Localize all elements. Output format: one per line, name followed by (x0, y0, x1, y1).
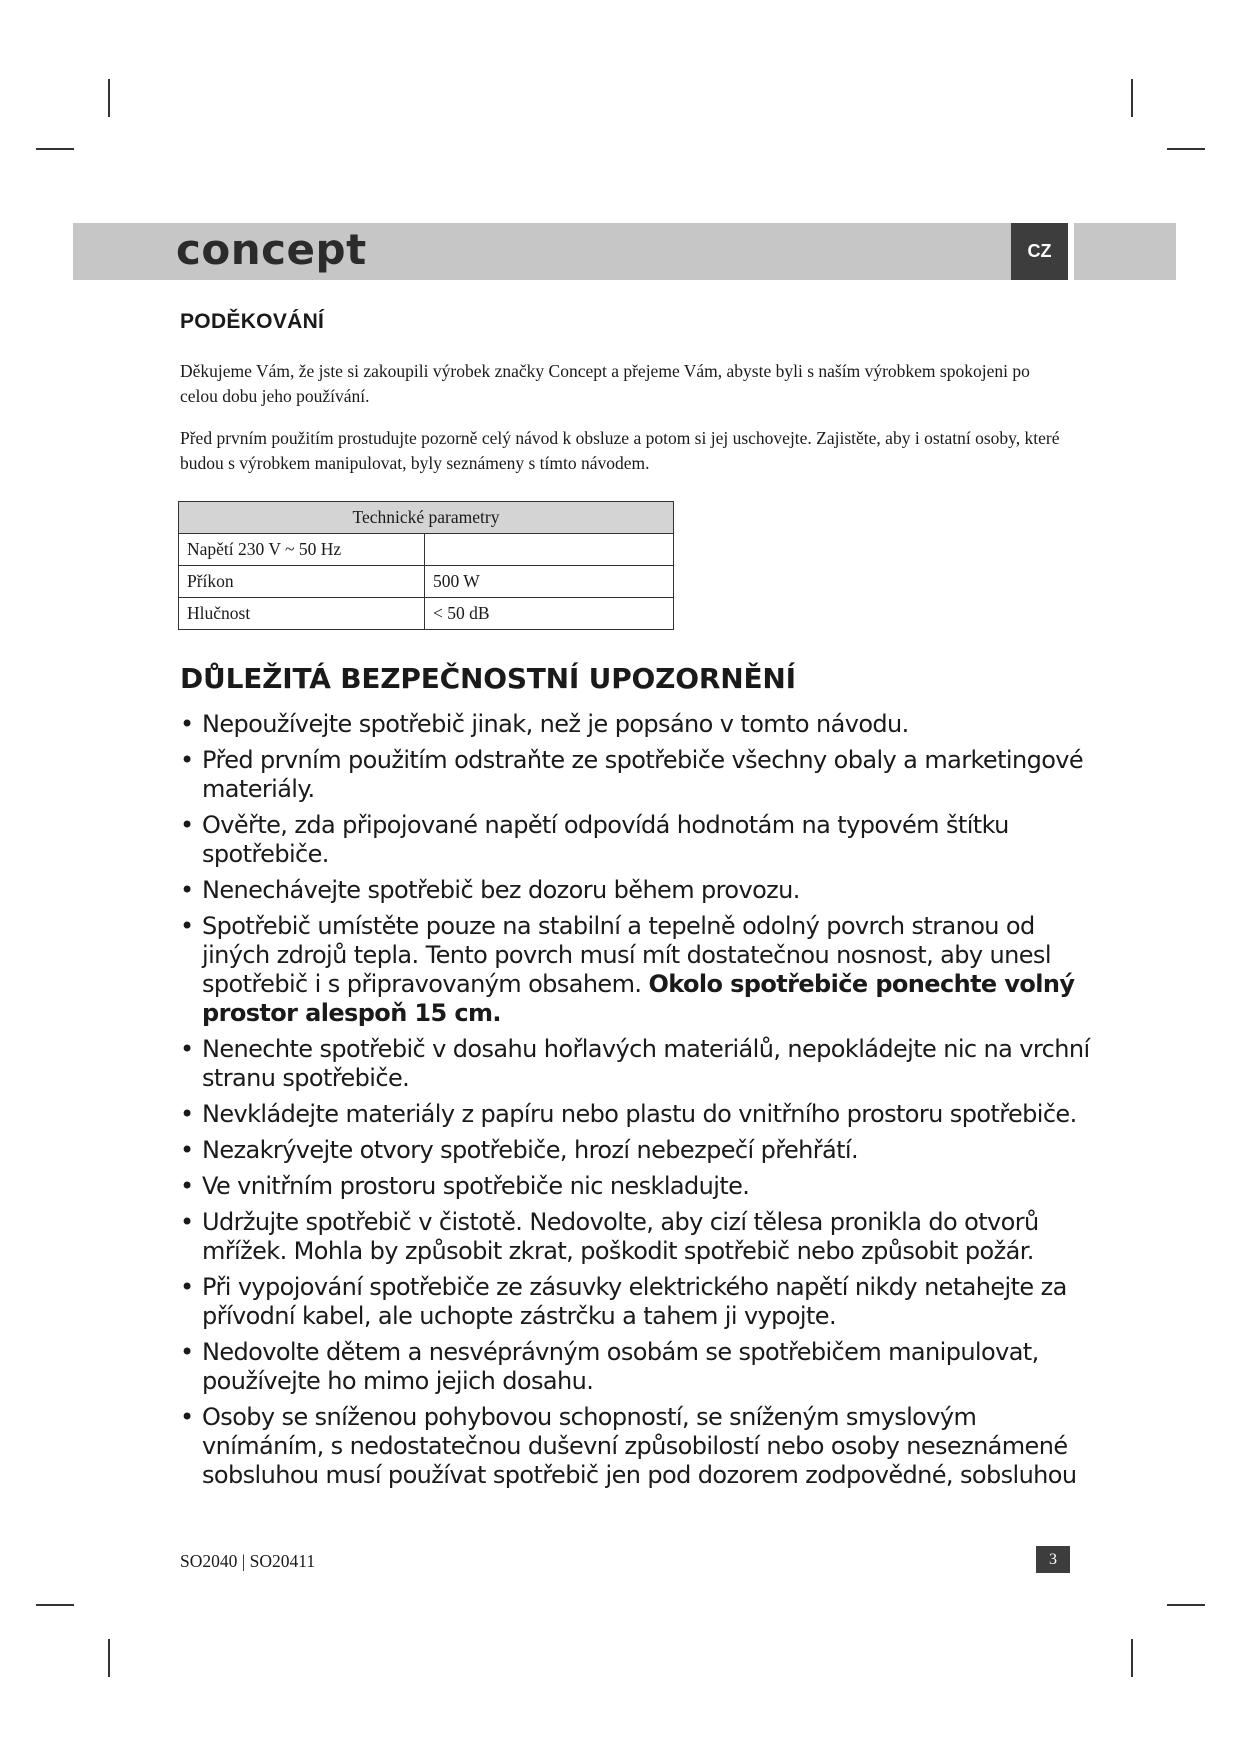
list-item (180, 1338, 1100, 1396)
list-item-text: Nenechávejte spotřebič bez dozoru během provozu. (202, 876, 800, 904)
list-item-text: Ve vnitřním prostoru spotřebiče nic neskladujte. (202, 1172, 750, 1200)
crop-mark (108, 1639, 110, 1677)
list-item (180, 1403, 1100, 1490)
crop-mark (36, 1604, 74, 1606)
list-item (180, 1136, 1100, 1165)
list-item (180, 1100, 1100, 1129)
list-item-text: Nezakrývejte otvory spotřebiče, hrozí nebezpečí přehřátí. (202, 1136, 858, 1164)
list-item (180, 1172, 1100, 1201)
list-item-text: Před prvním použitím odstraňte ze spotřebiče všechny obaly a marketingové materiály. (202, 746, 1084, 803)
crop-mark (36, 148, 74, 150)
spec-value: 500 W (425, 566, 674, 598)
list-item-text: Nevkládejte materiály z papíru nebo plastu do vnitřního prostoru spotřebiče. (202, 1100, 1077, 1128)
language-badge: CZ (1011, 223, 1068, 280)
list-item-text: Při vypojování spotřebiče ze zásuvky elektrického napětí nikdy netahejte za přívodní kabel, ale uchopte zástrčku a tahem ji vypojte. (202, 1273, 1067, 1330)
crop-mark (1131, 1639, 1133, 1677)
spec-value: < 50 dB (425, 598, 674, 630)
spec-label: Příkon (179, 566, 425, 598)
list-item-text: Nepoužívejte spotřebič jinak, než je popsáno v tomto návodu. (202, 710, 909, 738)
list-item (180, 876, 1100, 905)
page-number: 3 (1036, 1546, 1070, 1573)
crop-mark (1131, 79, 1133, 117)
spec-label: Napětí 230 V ~ 50 Hz (179, 534, 425, 566)
list-item (180, 746, 1100, 804)
header-divider (1068, 223, 1074, 280)
spec-label: Hlučnost (179, 598, 425, 630)
specs-table-header-row (179, 502, 674, 534)
list-item (180, 1208, 1100, 1266)
list-item-text: Udržujte spotřebič v čistotě. Nedovolte, aby cizí tělesa pronikla do otvorů mřížek. Mohla by způsobit zkrat, poškodit spotřebič nebo způsobit požár. (202, 1208, 1039, 1265)
list-item (180, 811, 1100, 869)
instructions-paragraph: Před prvním použitím prostudujte pozorně celý návod k obsluze a potom si jej uschovejte. Zajistěte, aby i ostatní osoby, které budou s výrobkem manipulovat, byly seznámeny s tímto návodem. (180, 428, 1060, 473)
spec-value (425, 534, 674, 566)
crop-mark (108, 79, 110, 117)
table-row (179, 566, 674, 598)
crop-mark (1167, 1604, 1205, 1606)
list-item-text: Ověřte, zda připojované napětí odpovídá hodnotám na typovém štítku spotřebiče. (202, 811, 1009, 868)
brand-logo: concept (176, 225, 367, 274)
safety-title: DŮLEŽITÁ BEZPEČNOSTNÍ UPOZORNĚNÍ (180, 662, 796, 695)
specs-table-header: Technické parametry (179, 502, 674, 534)
specs-table (178, 501, 674, 630)
acknowledgement-paragraph: Děkujeme Vám, že jste si zakoupili výrobek značky Concept a přejeme Vám, abyste byli s naším výrobkem spokojeni po celou dobu jeho používání. (180, 361, 1030, 406)
list-item-text: Spotřebič umístěte pouze na stabilní a tepelně odolný povrch stranou od jiných zdrojů tepla. Tento povrch musí mít dostatečnou nosnost, aby unesl spotřebič i s připravovaným obsahem. (202, 912, 1051, 998)
safety-list (180, 710, 1100, 1497)
list-item (180, 1273, 1100, 1331)
list-item (180, 1035, 1100, 1093)
crop-mark (1167, 148, 1205, 150)
list-item (180, 912, 1100, 1028)
list-item-text: Osoby se sníženou pohybovou schopností, se sníženým smyslovým vnímáním, s nedostatečnou duševní způsobilostí nebo osoby neseznámené sobsluhou musí používat spotřebič jen pod dozorem zodpovědné, sobsluhou (202, 1403, 1077, 1489)
list-item (180, 710, 1100, 739)
acknowledgement-title: PODĚKOVÁNÍ (180, 310, 325, 333)
list-item-text: Nenechte spotřebič v dosahu hořlavých materiálů, nepokládejte nic na vrchní stranu spotřebiče. (202, 1035, 1090, 1092)
list-item-text: Nedovolte dětem a nesvéprávným osobám se spotřebičem manipulovat, používejte ho mimo jejich dosahu. (202, 1338, 1039, 1395)
list-item-emphasis: Okolo spotřebiče ponechte volný prostor alespoň 15 cm. (202, 970, 1075, 1027)
table-row (179, 598, 674, 630)
table-row (179, 534, 674, 566)
footer-model-number: SO2040 | SO20411 (180, 1551, 316, 1571)
